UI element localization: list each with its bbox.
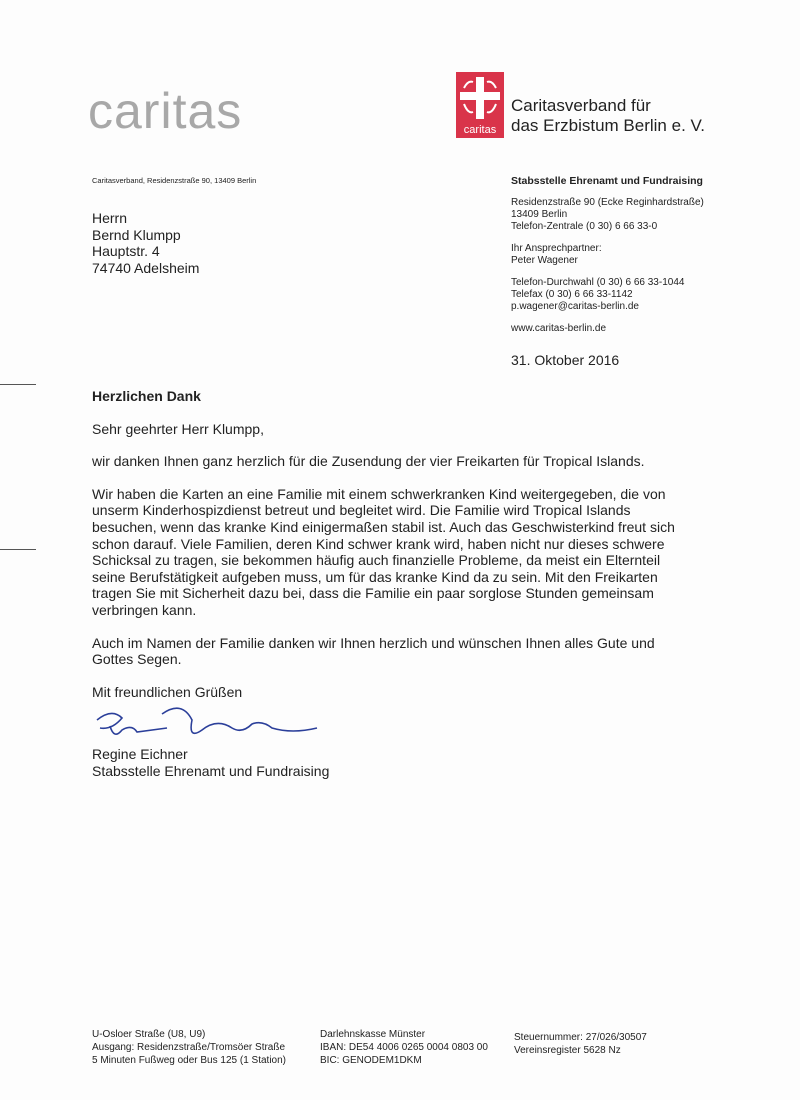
footer-line: Ausgang: Residenzstraße/Tromsöer Straße (92, 1042, 286, 1053)
paragraph: wir danken Ihnen ganz herzlich für die Zusendung der vier Freikarten für Tropical Islands. (92, 453, 645, 470)
footer-line: Vereinsregister 5628 Nz (514, 1045, 621, 1056)
footer-line: Darlehnskasse Münster (320, 1029, 426, 1040)
address-line: Residenzstraße 90 (Ecke Reginhardstraße) (511, 197, 704, 208)
footer-registry (514, 1031, 647, 1057)
phone-central: Telefon-Zentrale (0 30) 6 66 33-0 (511, 221, 658, 232)
signature (92, 700, 332, 746)
address-line: 13409 Berlin (511, 209, 568, 220)
signer-name: Regine Eichner (92, 746, 188, 763)
sender-details (511, 175, 704, 335)
signer-title: Stabsstelle Ehrenamt und Fundraising (92, 762, 330, 779)
footer-directions (92, 1028, 286, 1067)
subject: Herzlichen Dank (92, 388, 201, 404)
org-name-line: Caritasverband für (511, 96, 651, 115)
recipient-line: Herrn (92, 210, 128, 226)
department: Stabsstelle Ehrenamt und Fundraising (511, 175, 703, 187)
footer-line: 5 Minuten Fußweg oder Bus 125 (1 Station) (92, 1055, 286, 1066)
caritas-emblem-icon (456, 72, 504, 138)
footer-line: U-Osloer Straße (U8, U9) (92, 1029, 206, 1040)
salutation: Sehr geehrter Herr Klumpp, (92, 420, 264, 437)
fold-mark (0, 549, 36, 550)
org-name-line: das Erzbistum Berlin e. V. (511, 116, 706, 135)
letter-body (92, 388, 692, 780)
contact-label: Ihr Ansprechpartner: (511, 243, 602, 254)
recipient-line: 74740 Adelsheim (92, 259, 200, 276)
recipient-line: Hauptstr. 4 (92, 243, 160, 259)
sender-line: Caritasverband, Residenzstraße 90, 13409 Berlin (92, 176, 257, 185)
recipient-address (92, 210, 199, 276)
fold-mark (0, 384, 36, 385)
email: p.wagener@caritas-berlin.de (511, 301, 639, 312)
paragraph: Wir haben die Karten an eine Familie mit einem schwerkranken Kind weitergegeben, die von unserm Kinderhospizdienst betreut und begleitet wird. Die Familie wird Tropical Islands besuchen, wenn das kranke Kind einigermaßen stabil ist. Auch das Geschwisterkind freut sich schon darauf. Viele Familien, deren Kind schwer krank wird, haben nicht nur dieses schwere Schicksal zu tragen, sie bekommen häufig auch finanzielle Probleme, da meist ein Elternteil seine Berufstätigkeit aufgeben muss, um für das kranke Kind da zu sein. Mit den Freikarten tragen Sie mit Sicherheit dazu bei, dass die Familie ein paar sorglose Stunden gemeinsam verbringen kann. (92, 485, 675, 618)
letter-date: 31. Oktober 2016 (511, 352, 620, 368)
caritas-logo-text: caritas (88, 83, 243, 139)
closing: Mit freundlichen Grüßen (92, 683, 243, 700)
recipient-line: Bernd Klumpp (92, 226, 181, 243)
website: www.caritas-berlin.de (511, 323, 607, 334)
footer-bank (320, 1028, 488, 1067)
fax: Telefax (0 30) 6 66 33-1142 (511, 289, 633, 300)
footer-line: BIC: GENODEM1DKM (320, 1055, 422, 1066)
phone-direct: Telefon-Durchwahl (0 30) 6 66 33-1044 (511, 277, 685, 288)
footer-line: IBAN: DE54 4006 0265 0004 0803 00 (320, 1042, 488, 1053)
footer-line: Steuernummer: 27/026/30507 (514, 1032, 647, 1043)
svg-text:caritas: caritas (463, 124, 497, 136)
paragraph: Auch im Namen der Familie danken wir Ihnen herzlich und wünschen Ihnen alles Gute und Gottes Segen. (92, 634, 655, 668)
organization-name (511, 96, 705, 136)
contact-name: Peter Wagener (511, 255, 578, 266)
